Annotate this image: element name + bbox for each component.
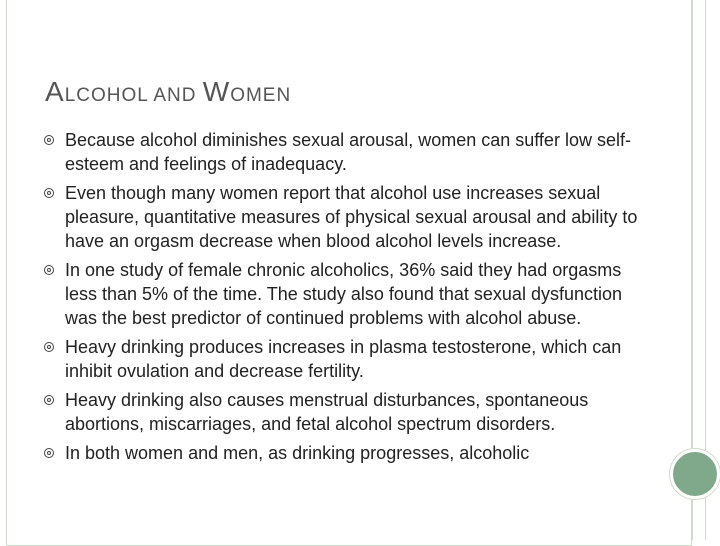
bullet-icon bbox=[44, 188, 54, 198]
bullet-item bbox=[44, 335, 654, 383]
bullet-text: Because alcohol diminishes sexual arousal, women can suffer low self-esteem and feelings of inadequacy. bbox=[65, 130, 631, 174]
bullet-item bbox=[44, 258, 654, 330]
bullet-item bbox=[44, 181, 654, 253]
bullet-text: Heavy drinking produces increases in plasma testosterone, which can inhibit ovulation and decrease fertility. bbox=[65, 337, 622, 381]
bullet-icon bbox=[44, 342, 54, 352]
bullet-item bbox=[44, 441, 654, 465]
title-cap-a: A bbox=[45, 76, 65, 107]
bullet-text: Even though many women report that alcohol use increases sexual pleasure, quantitative measures of physical sexual arousal and ability to have an orgasm decrease when blood alcohol levels increase. bbox=[65, 183, 638, 251]
bullet-item bbox=[44, 388, 654, 436]
bullet-icon bbox=[44, 448, 54, 458]
bullet-icon bbox=[44, 395, 54, 405]
bullet-item bbox=[44, 128, 654, 176]
slide-title bbox=[45, 76, 291, 108]
bullet-text: In both women and men, as drinking progresses, alcoholic bbox=[65, 443, 530, 463]
bullet-text: Heavy drinking also causes menstrual disturbances, spontaneous abortions, miscarriages, and fetal alcohol spectrum disorders. bbox=[65, 390, 589, 434]
bullet-icon bbox=[44, 265, 54, 275]
bullet-list bbox=[44, 128, 654, 470]
bullet-icon bbox=[44, 135, 54, 145]
title-cap-w: W bbox=[202, 76, 231, 107]
bullet-text: In one study of female chronic alcoholics, 36% said they had orgasms less than 5% of the time. The study also found that sexual dysfunction was the best predictor of continued problems with alcohol abuse. bbox=[65, 260, 622, 328]
decorative-circle bbox=[670, 449, 720, 499]
title-rest-a: LCOHOL AND bbox=[64, 85, 203, 106]
title-rest-w: OMEN bbox=[230, 85, 292, 106]
